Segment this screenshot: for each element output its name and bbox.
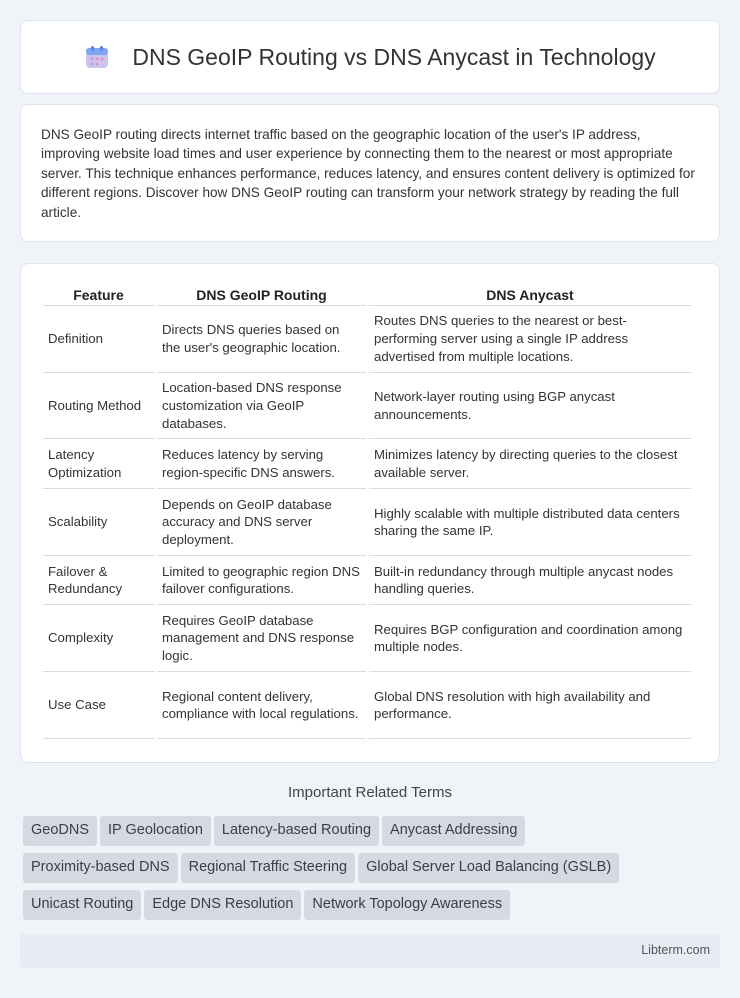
header-card [20,20,720,94]
related-term-tag[interactable]: Anycast Addressing [382,816,525,846]
table-row [43,306,691,373]
table-cell-geoip: Location-based DNS response customization via GeoIP databases. [157,373,366,439]
table-cell-geoip: Depends on GeoIP database accuracy and DNS server deployment. [157,489,366,556]
footer-brand[interactable]: Libterm.com [641,943,710,957]
related-term-tag[interactable]: Unicast Routing [23,890,141,920]
page-title: DNS GeoIP Routing vs DNS Anycast in Technology [132,43,656,70]
table-row [43,439,691,489]
intro-text: DNS GeoIP routing directs internet traffic based on the geographic location of the user's IP address, improving website load times and user experience by connecting them to the nearest or most appropriate server. This technique enhances performance, reduces latency, and ensures content delivery is optimized for different regions. Discover how DNS GeoIP routing can transform your network strategy by reading the full article. [41,127,695,220]
table-cell-feature: Failover & Redundancy [43,556,154,605]
related-term-tag[interactable]: GeoDNS [23,816,97,846]
table-cell-feature: Scalability [43,489,154,556]
related-term-tag[interactable]: Global Server Load Balancing (GSLB) [358,853,619,883]
related-term-tag[interactable]: Proximity-based DNS [23,853,178,883]
related-term-tag[interactable]: IP Geolocation [100,816,211,846]
table-cell-geoip: Regional content delivery, compliance with local regulations. [157,672,366,739]
table-cell-anycast: Global DNS resolution with high availability and performance. [369,672,691,739]
comparison-table [40,284,694,739]
table-cell-anycast: Requires BGP configuration and coordination among multiple nodes. [369,605,691,672]
table-cell-anycast: Highly scalable with multiple distributed data centers sharing the same IP. [369,489,691,556]
related-term-tag[interactable]: Edge DNS Resolution [144,890,301,920]
table-cell-feature: Latency Optimization [43,439,154,489]
table-cell-feature: Definition [43,306,154,373]
related-terms-heading: Important Related Terms [288,784,452,801]
calendar-icon [84,44,110,70]
table-header-row [43,284,691,306]
table-cell-anycast: Network-layer routing using BGP anycast announcements. [369,373,691,439]
intro-card [20,104,720,242]
table-cell-feature: Routing Method [43,373,154,439]
table-row [43,489,691,556]
related-term-tag[interactable]: Regional Traffic Steering [181,853,356,883]
table-cell-feature: Complexity [43,605,154,672]
comparison-card [20,263,720,763]
table-cell-geoip: Limited to geographic region DNS failover configurations. [157,556,366,605]
column-header-feature: Feature [43,284,154,306]
table-cell-feature: Use Case [43,672,154,739]
table-row [43,556,691,605]
table-row [43,605,691,672]
footer-bar [20,934,720,968]
table-cell-anycast: Minimizes latency by directing queries to the closest available server. [369,439,691,489]
related-term-tag[interactable]: Latency-based Routing [214,816,379,846]
table-cell-geoip: Directs DNS queries based on the user's geographic location. [157,306,366,373]
column-header-anycast: DNS Anycast [369,284,691,306]
table-row [43,672,691,739]
table-cell-anycast: Routes DNS queries to the nearest or best-performing server using a single IP address advertised from multiple locations. [369,306,691,373]
related-terms-list [23,816,723,927]
table-cell-geoip: Requires GeoIP database management and DNS response logic. [157,605,366,672]
table-row [43,373,691,439]
column-header-geoip: DNS GeoIP Routing [157,284,366,306]
table-cell-anycast: Built-in redundancy through multiple anycast nodes handling queries. [369,556,691,605]
table-cell-geoip: Reduces latency by serving region-specific DNS answers. [157,439,366,489]
related-term-tag[interactable]: Network Topology Awareness [304,890,510,920]
